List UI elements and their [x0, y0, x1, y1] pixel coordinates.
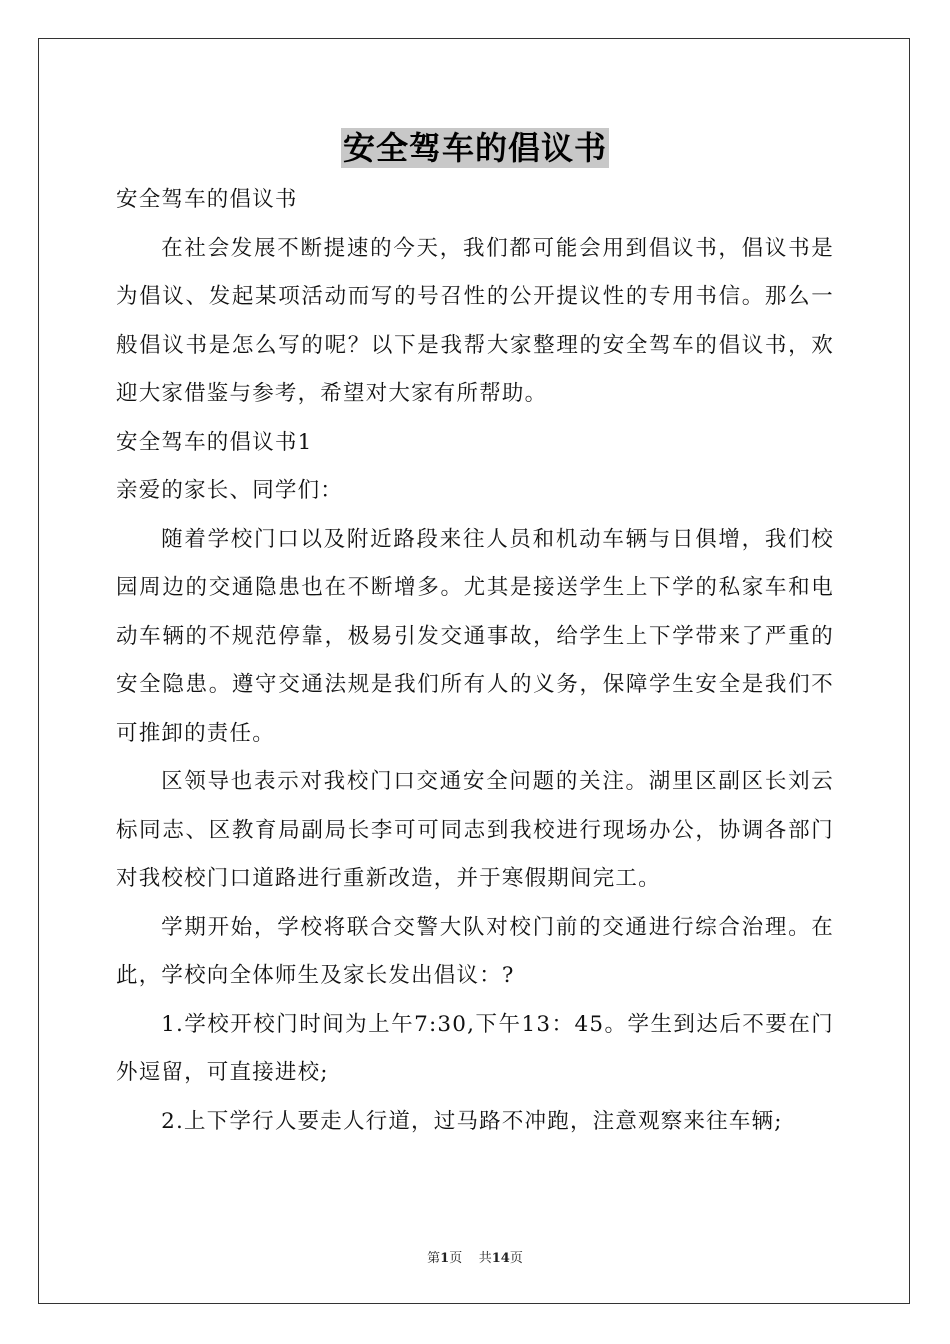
- paragraph-body: 学期开始，学校将联合交警大队对校门前的交通进行综合治理。在此，学校向全体师生及家长发出倡议：?: [116, 914, 834, 988]
- paragraph-list-item: 1.学校开校门时间为上午7:30,下午13：45。学生到达后不要在门外逗留，可直接进校;: [116, 1011, 834, 1085]
- document-body: [116, 176, 834, 1146]
- footer-page-number: 1: [440, 1251, 450, 1266]
- footer-page-prefix: 第: [427, 1251, 441, 1266]
- paragraph-list-item: 2.上下学行人要走人行道，过马路不冲跑，注意观察来往车辆;: [161, 1108, 783, 1134]
- document-title: 安全驾车的倡议书: [342, 129, 607, 167]
- paragraph-intro: 在社会发展不断提速的今天，我们都可能会用到倡议书，倡议书是为倡议、发起某项活动而写的号召性的公开提议性的专用书信。那么一般倡议书是怎么写的呢？以下是我帮大家整理的安全驾车的倡议书，欢迎大家借鉴与参考，希望对大家有所帮助。: [116, 235, 834, 406]
- paragraph-body: 随着学校门口以及附近路段来往人员和机动车辆与日俱增，我们校园周边的交通隐患也在不断增多。尤其是接送学生上下学的私家车和电动车辆的不规范停靠，极易引发交通事故，给学生上下学带来了严重的安全隐患。遵守交通法规是我们所有人的义务，保障学生安全是我们不可推卸的责任。: [116, 526, 834, 746]
- paragraph-subtitle: 安全驾车的倡议书: [116, 187, 298, 212]
- footer-total-suffix: 页: [509, 1251, 523, 1266]
- paragraph-body: 区领导也表示对我校门口交通安全问题的关注。湖里区副区长刘云标同志、区教育局副局长李可可同志到我校进行现场办公，协调各部门对我校校门口道路进行重新改造，并于寒假期间完工。: [116, 769, 834, 891]
- footer-total-pages: 14: [491, 1251, 510, 1266]
- page-footer: [0, 1247, 950, 1266]
- paragraph-section-heading: 安全驾车的倡议书1: [116, 429, 313, 455]
- title-container: [0, 128, 950, 168]
- footer-total-prefix: 共: [478, 1251, 492, 1266]
- footer-page-suffix: 页: [449, 1251, 463, 1266]
- paragraph-salutation: 亲爱的家长、同学们：: [116, 478, 344, 503]
